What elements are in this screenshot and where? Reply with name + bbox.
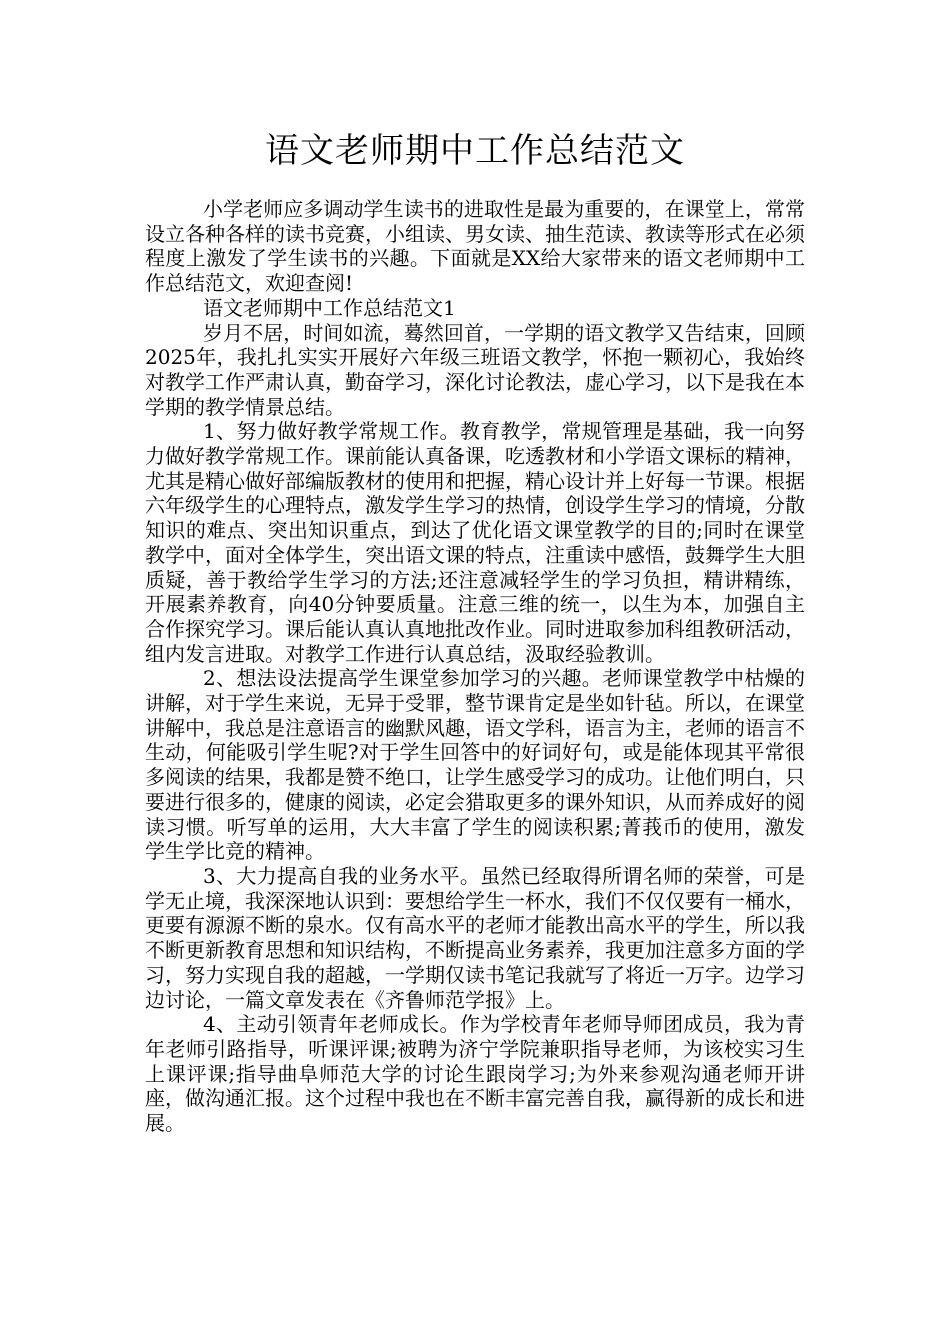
body-paragraph: 4、主动引领青年老师成长。作为学校青年老师导师团成员，我为青年老师引路指导，听课评课;被聘为济宁学院兼职指导老师，为该校实习生上课评课;指导曲阜师范大学的讨论生跟岗学习;为外来参观沟通老师开讲座，做沟通汇报。这个过程中我也在不断丰富完善自我，赢得新的成长和进展。 (145, 1012, 805, 1136)
body-paragraph: 2、想法设法提高学生课堂参加学习的兴趣。老师课堂教学中枯燥的讲解，对于学生来说，无异于受罪，整节课肯定是坐如针毡。所以，在课堂讲解中，我总是注意语言的幽默风趣，语文学科，语言为主，老师的语言不生动，何能吸引学生呢?对于学生回答中的好词好句，或是能体现其平常很多阅读的结果，我都是赞不绝口，让学生感受学习的成功。让他们明白，只要进行很多的，健康的阅读，必定会猎取更多的课外知识，从而养成好的阅读习惯。听写单的运用，大大丰富了学生的阅读积累;菁莪币的使用，激发学生学比竞的精神。 (145, 666, 805, 864)
document-title: 语文老师期中工作总结范文 (265, 131, 685, 171)
body-paragraph: 3、大力提高自我的业务水平。虽然已经取得所谓名师的荣誉，可是学无止境，我深深地认识到：要想给学生一杯水，我们不仅仅要有一桶水，更要有源源不断的泉水。仅有高水平的老师才能教出高水平的学生，所以我不断更新教育思想和知识结构，不断提高业务素养，我更加注意多方面的学习，努力实现自我的超越，一学期仅读书笔记我就写了将近一万字。边学习边讨论，一篇文章发表在《齐鲁师范学报》上。 (145, 863, 805, 1012)
body-paragraph: 岁月不居，时间如流，蓦然回首，一学期的语文教学又告结束，回顾2025年，我扎扎实实开展好六年级三班语文教学，怀抱一颗初心，我始终对教学工作严肃认真，勤奋学习，深化讨论教法，虚心学习，以下是我在本学期的教学情景总结。 (145, 320, 805, 419)
section-heading: 语文老师期中工作总结范文1 (203, 295, 456, 320)
body-paragraph: 1、努力做好教学常规工作。教育教学，常规管理是基础，我一向努力做好教学常规工作。课前能认真备课，吃透教材和小学语文课标的精神，尤其是精心做好部编版教材的使用和把握，精心设计并上好每一节课。根据六年级学生的心理特点，激发学生学习的热情，创设学生学习的情境，分散知识的难点、突出知识重点，到达了优化语文课堂教学的目的;同时在课堂教学中，面对全体学生，突出语文课的特点，注重读中感悟，鼓舞学生大胆质疑，善于教给学生学习的方法;还注意减轻学生的学习负担，精讲精练，开展素养教育，向40分钟要质量。注意三维的统一，以生为本，加强自主合作探究学习。课后能认真认真地批改作业。同时进取参加科组教研活动，组内发言进取。对教学工作进行认真总结，汲取经验教训。 (145, 419, 805, 666)
document-body (145, 197, 805, 1136)
intro-paragraph: 小学老师应多调动学生读书的进取性是最为重要的，在课堂上，常常设立各种各样的读书竞赛，小组读、男女读、抽生范读、教读等形式在必须程度上激发了学生读书的兴趣。下面就是XX给大家带来的语文老师期中工作总结范文，欢迎查阅! (145, 197, 805, 296)
